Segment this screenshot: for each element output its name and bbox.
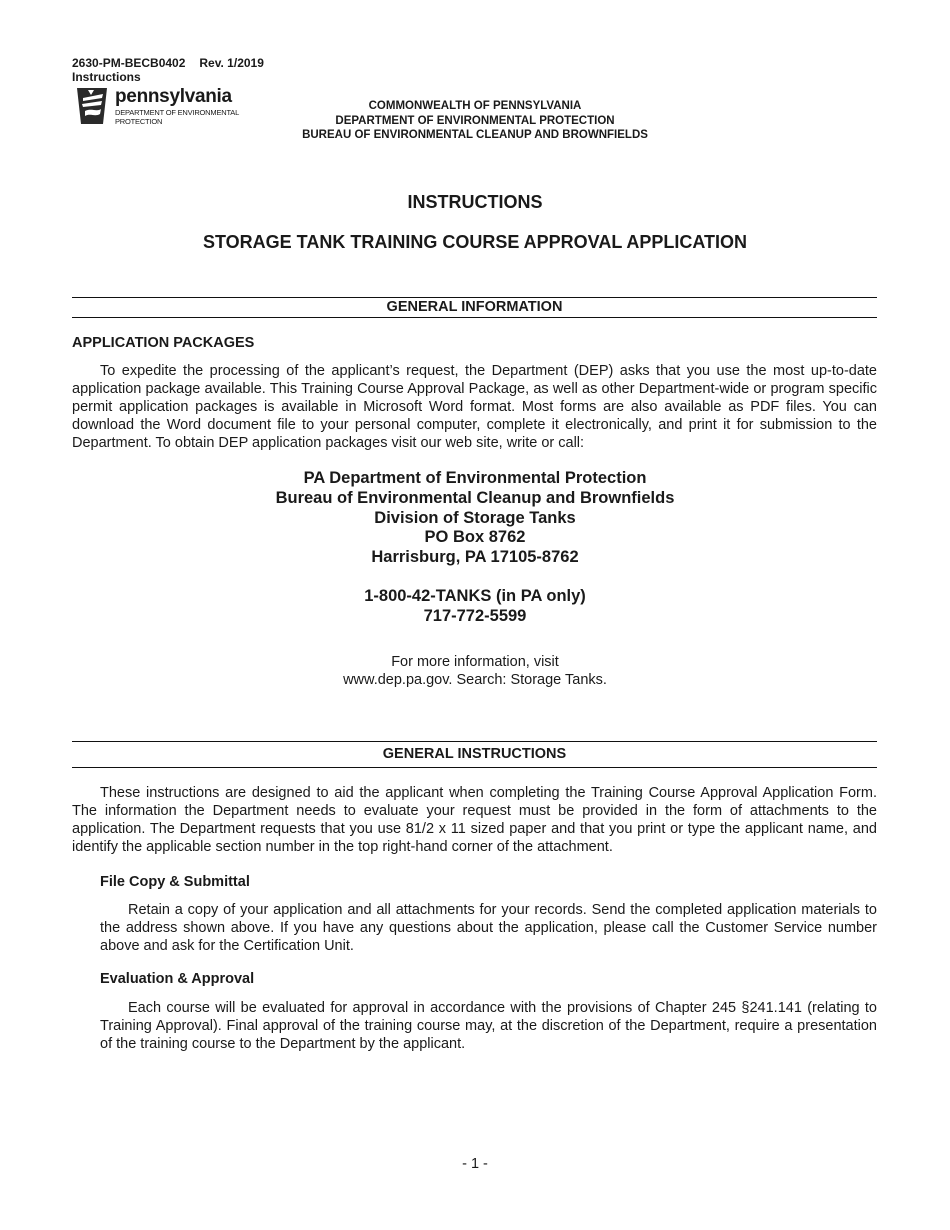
- agency-line1: COMMONWEALTH OF PENNSYLVANIA: [368, 100, 582, 112]
- application-packages-heading: APPLICATION PACKAGES: [72, 335, 255, 351]
- agency-line2: DEPARTMENT OF ENVIRONMENTAL PROTECTION: [335, 114, 615, 127]
- address-line4: PO Box 8762: [424, 528, 526, 547]
- application-packages-paragraph: To expedite the processing of the applicant’s request, the Department (DEP) asks that you use the most up-to-date application package available. This Training Course Approval Package, as well as other Department-wide or program specific permit application packages is available in Microsoft Word format. Most forms are also available as PDF files. You can download the Word document file to your personal computer, complete it electronically, and print it for submission to the Department. To obtain DEP application packages visit our web site, write or call:: [72, 363, 877, 451]
- file-copy-heading: File Copy & Submittal: [100, 874, 250, 890]
- document-title: INSTRUCTIONS: [407, 192, 543, 212]
- form-number-block: [72, 56, 264, 84]
- more-info-line1: For more information, visit: [391, 654, 559, 670]
- section-heading-general-instructions: GENERAL INSTRUCTIONS: [72, 741, 877, 768]
- page-number: - 1 -: [462, 1156, 488, 1172]
- address-line5: Harrisburg, PA 17105-8762: [371, 548, 579, 567]
- form-number: 2630-PM-BECB0402: [72, 56, 186, 70]
- agency-line3: BUREAU OF ENVIRONMENTAL CLEANUP AND BROWNFIELDS: [302, 129, 648, 141]
- address-line3: Division of Storage Tanks: [374, 508, 576, 527]
- evaluation-paragraph: Each course will be evaluated for approval in accordance with the provisions of Chapter 245 §241.141 (relating to Training Approval). Final approval of the training course may, at the discretion of the Department, require a presentation of the training course to the Department by the applicant.: [100, 1000, 877, 1052]
- mailing-address: [0, 469, 950, 568]
- logo-subtitle-line1: DEPARTMENT OF ENVIRONMENTAL: [115, 108, 240, 117]
- section-heading-general-information: GENERAL INFORMATION: [72, 297, 877, 318]
- more-information: [0, 653, 950, 689]
- more-info-line2: www.dep.pa.gov. Search: Storage Tanks.: [343, 672, 607, 688]
- logo-wordmark: pennsylvania: [115, 86, 232, 107]
- general-instructions-paragraph: These instructions are designed to aid the applicant when completing the Training Course Approval Application Form. The information the Department needs to evaluate your request must be provided in the form of attachments to the application. The Department requests that you use 81/2 x 11 sized paper and that you print or type the applicant name, and identify the applicable section number in the top right-hand corner of the attachment.: [72, 785, 877, 855]
- phone-tollfree: 1-800-42-TANKS (in PA only): [364, 587, 586, 605]
- logo-subtitle: [115, 108, 239, 126]
- phone-direct: 717-772-5599: [423, 606, 527, 625]
- doc-type: Instructions: [72, 70, 141, 84]
- document-subtitle: STORAGE TANK TRAINING COURSE APPROVAL APPLICATION: [202, 232, 748, 252]
- file-copy-paragraph: Retain a copy of your application and all attachments for your records. Send the completed application materials to the address shown above. If you have any questions about the application, please call the Customer Service number above and ask for the Certification Unit.: [100, 902, 877, 954]
- logo-subtitle-line2: PROTECTION: [115, 117, 163, 126]
- address-line2: Bureau of Environmental Cleanup and Brownfields: [275, 488, 675, 507]
- revision: Rev. 1/2019: [199, 56, 264, 70]
- address-line1: PA Department of Environmental Protection: [303, 469, 647, 487]
- keystone-logo-icon: [73, 86, 111, 126]
- phone-numbers: [0, 587, 950, 627]
- evaluation-heading: Evaluation & Approval: [100, 971, 255, 987]
- agency-header: [230, 99, 720, 143]
